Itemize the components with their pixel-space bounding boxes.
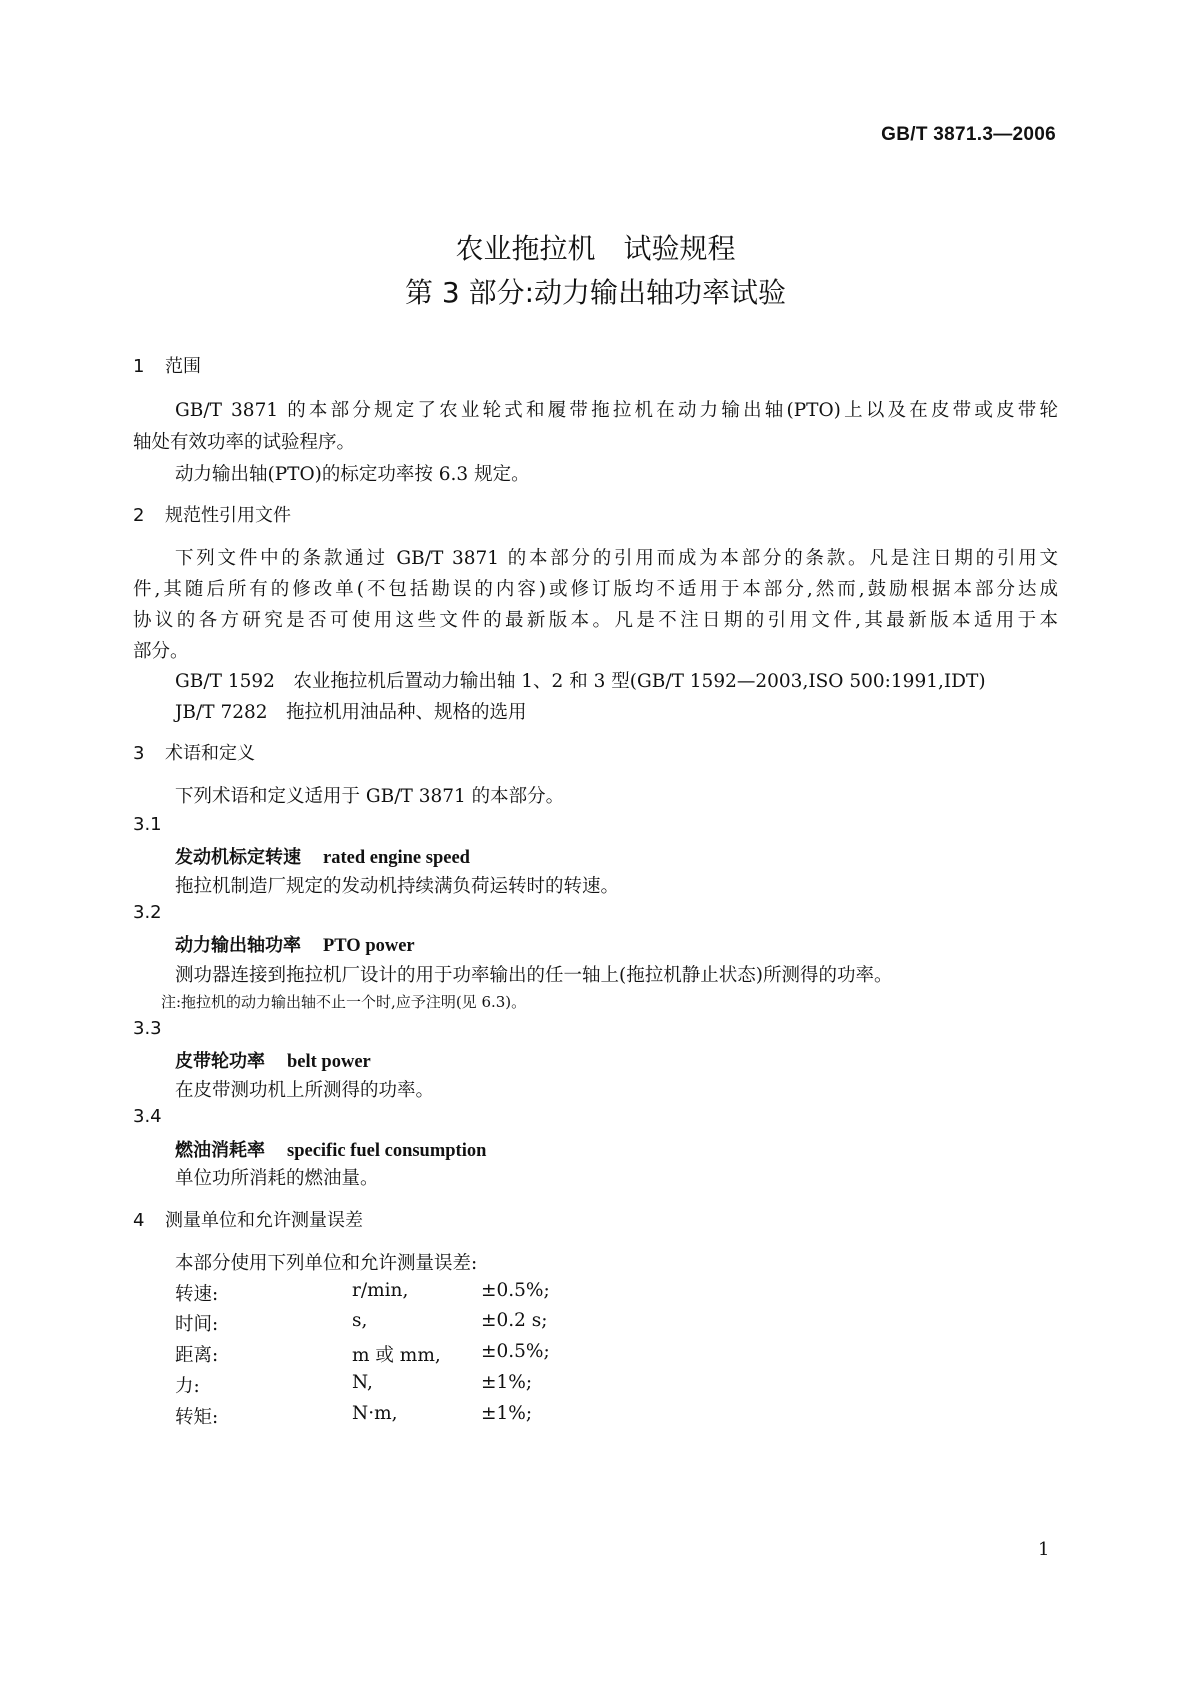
unit-error: ±1%; xyxy=(481,1403,533,1424)
unit-symbol: s, xyxy=(352,1310,368,1331)
term-definition: 拖拉机制造厂规定的发动机持续满负荷运转时的转速。 xyxy=(175,876,620,897)
unit-error: ±0.2 s; xyxy=(481,1310,548,1331)
term-en: rated engine speed xyxy=(323,848,470,868)
unit-error: ±0.5%; xyxy=(481,1341,550,1362)
section-1-heading xyxy=(133,352,201,378)
term-cn: 动力输出轴功率 xyxy=(175,935,301,956)
section-title: 规范性引用文件 xyxy=(165,505,291,526)
term-number: 3.1 xyxy=(133,814,162,835)
term-definition: 在皮带测功机上所测得的功率。 xyxy=(175,1080,435,1101)
section-title: 范围 xyxy=(165,356,201,377)
section-number: 1 xyxy=(133,356,145,377)
paragraph-line: 轴处有效功率的试验程序。 xyxy=(133,432,356,453)
term-heading xyxy=(175,931,415,957)
normative-reference: GB/T 1592 农业拖拉机后置动力输出轴 1、2 和 3 型(GB/T 1592—2003,ISO 500:1991,IDT) xyxy=(175,671,986,692)
unit-quantity: 力: xyxy=(175,1376,200,1397)
unit-symbol: m 或 mm, xyxy=(352,1345,441,1366)
note: 注:拖拉机的动力输出轴不止一个时,应予注明(见 6.3)。 xyxy=(161,993,527,1011)
standard-code: GB/T 3871.3—2006 xyxy=(881,124,1056,145)
paragraph-line: 部分。 xyxy=(133,641,189,662)
section-number: 4 xyxy=(133,1210,145,1231)
paragraph: 本部分使用下列单位和允许测量误差: xyxy=(175,1253,478,1274)
section-2-heading xyxy=(133,501,291,527)
unit-error: ±1%; xyxy=(481,1372,533,1393)
unit-error: ±0.5%; xyxy=(481,1280,550,1301)
term-definition: 单位功所消耗的燃油量。 xyxy=(175,1168,379,1189)
unit-quantity: 转速: xyxy=(175,1284,219,1305)
section-title: 测量单位和允许测量误差 xyxy=(165,1210,363,1231)
term-heading xyxy=(175,1047,371,1073)
term-definition: 测功器连接到拖拉机厂设计的用于功率输出的任一轴上(拖拉机静止状态)所测得的功率。 xyxy=(175,965,893,986)
term-heading xyxy=(175,843,470,869)
paragraph-line: 下列文件中的条款通过 GB/T 3871 的本部分的引用而成为本部分的条款。凡是注日期的引用文 xyxy=(175,548,1058,569)
page-number: 1 xyxy=(1038,1539,1050,1560)
term-number: 3.4 xyxy=(133,1106,162,1127)
section-4-heading xyxy=(133,1206,363,1232)
paragraph: 下列术语和定义适用于 GB/T 3871 的本部分。 xyxy=(175,786,565,807)
term-heading xyxy=(175,1136,486,1162)
unit-quantity: 转矩: xyxy=(175,1407,219,1428)
term-cn: 皮带轮功率 xyxy=(175,1051,265,1072)
term-cn: 燃油消耗率 xyxy=(175,1140,265,1161)
paragraph: 动力输出轴(PTO)的标定功率按 6.3 规定。 xyxy=(175,464,530,485)
paragraph-line: GB/T 3871 的本部分规定了农业轮式和履带拖拉机在动力输出轴(PTO)上以及在皮带或皮带轮 xyxy=(175,400,1058,421)
section-number: 2 xyxy=(133,505,145,526)
unit-symbol: N·m, xyxy=(352,1403,398,1424)
normative-reference: JB/T 7282 拖拉机用油品种、规格的选用 xyxy=(175,702,527,723)
term-cn: 发动机标定转速 xyxy=(175,847,301,868)
term-number: 3.3 xyxy=(133,1018,162,1039)
paragraph-line: 件,其随后所有的修改单(不包括勘误的内容)或修订版均不适用于本部分,然而,鼓励根据本部分达成 xyxy=(133,579,1058,600)
section-3-heading xyxy=(133,739,255,765)
unit-quantity: 距离: xyxy=(175,1345,219,1366)
term-en: belt power xyxy=(287,1052,371,1072)
unit-quantity: 时间: xyxy=(175,1314,219,1335)
unit-symbol: N, xyxy=(352,1372,373,1393)
term-en: PTO power xyxy=(323,936,415,956)
section-title: 术语和定义 xyxy=(165,743,255,764)
term-number: 3.2 xyxy=(133,902,162,923)
term-en: specific fuel consumption xyxy=(287,1141,487,1161)
document-title-line1: 农业拖拉机 试验规程 xyxy=(455,232,736,265)
document-title-line2: 第 3 部分:动力输出轴功率试验 xyxy=(404,276,787,309)
paragraph-line: 协议的各方研究是否可使用这些文件的最新版本。凡是不注日期的引用文件,其最新版本适用于本 xyxy=(133,610,1058,631)
unit-symbol: r/min, xyxy=(352,1280,409,1301)
section-number: 3 xyxy=(133,743,145,764)
